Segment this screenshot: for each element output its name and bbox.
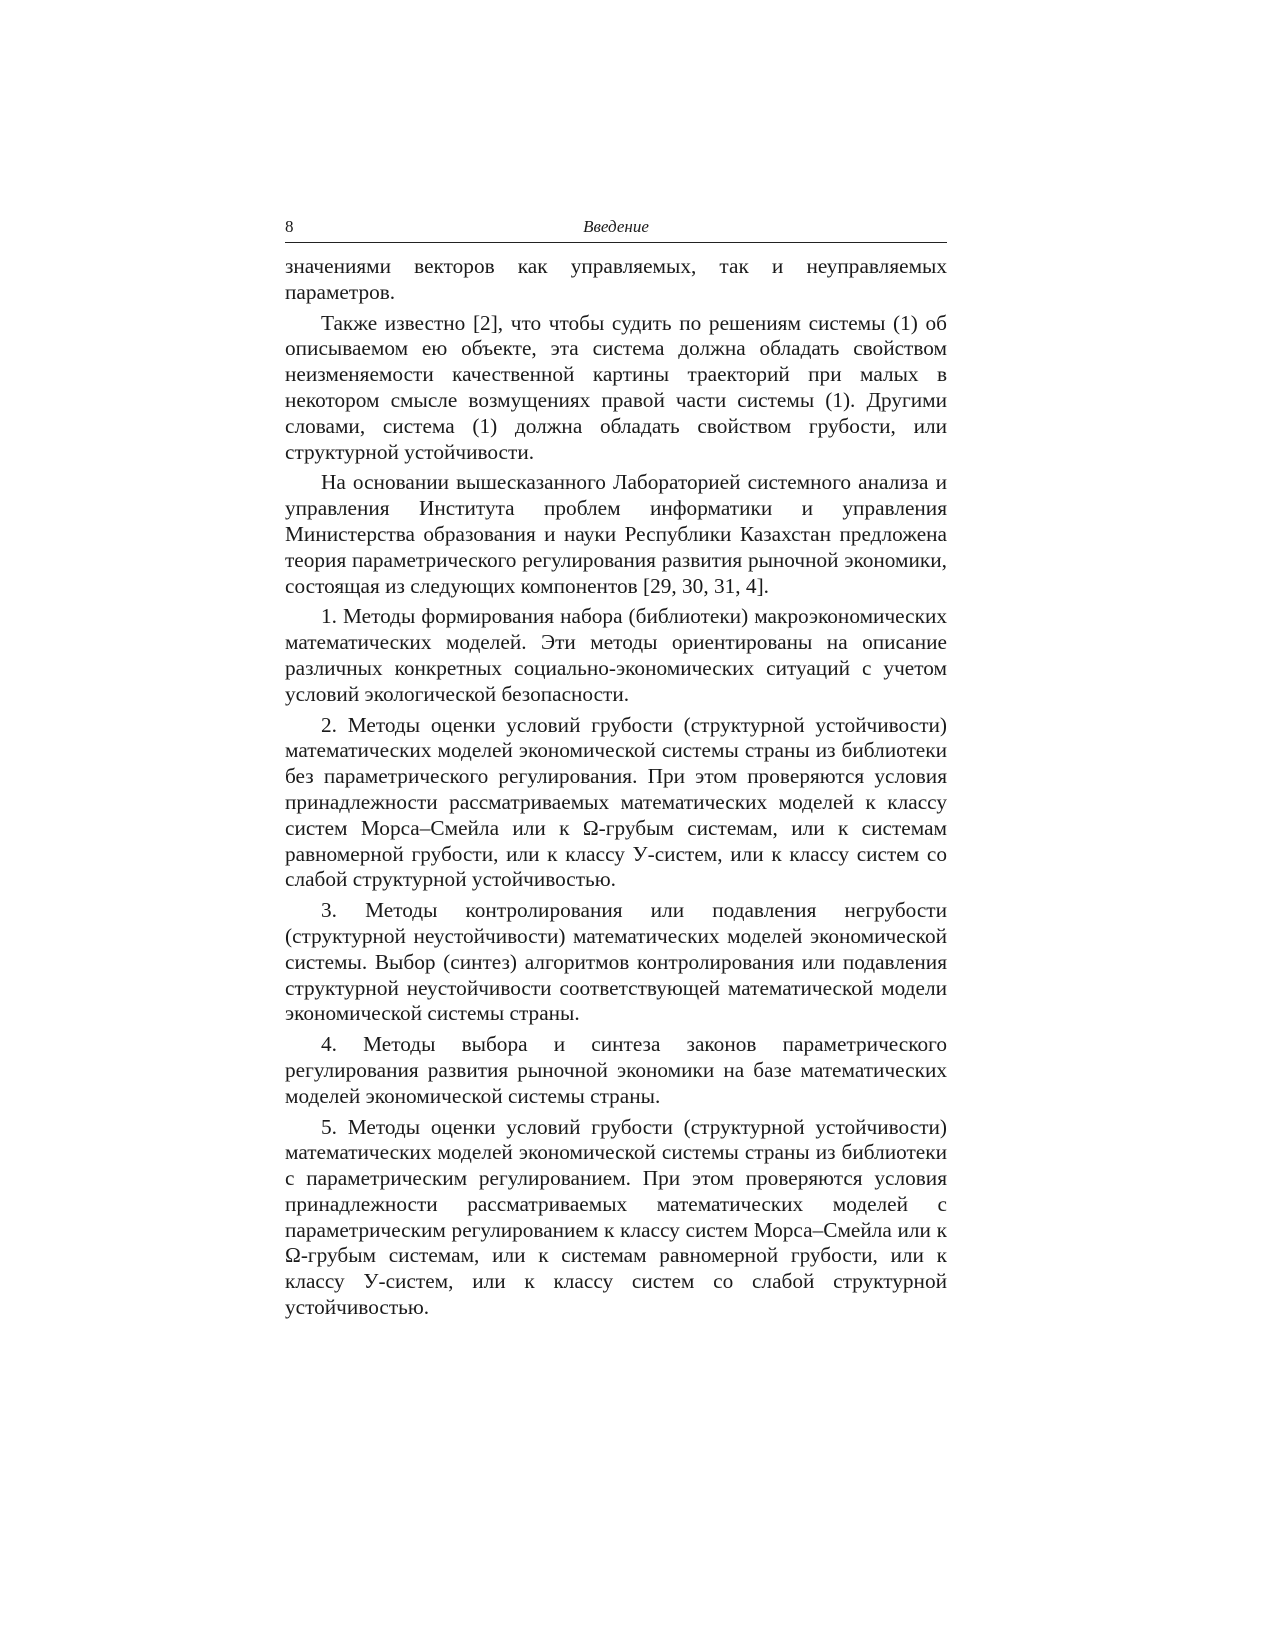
body-text <box>285 254 947 1321</box>
list-item-2: 2. Методы оценки условий грубости (структурной устойчивости) математических моделей экономической системы страны из библиотеки без параметрического регулирования. При этом проверяются условия принадлежности рассматриваемых математических моделей к классу систем Морса–Смейла или к Ω-грубым системам, или к системам равномерной грубости, или к классу У-систем, или к классу систем со слабой структурной устойчивостью. <box>285 712 947 892</box>
paragraph-continuation: значениями векторов как управляемых, так и неуправляемых параметров. <box>285 254 947 304</box>
list-item-3: 3. Методы контролирования или подавления негрубости (структурной неустойчивости) математических моделей экономической системы. Выбор (синтез) алгоритмов контролирования или подавления структурной неустойчивости соответствующей математической модели экономической системы страны. <box>285 898 947 1026</box>
list-item-4: 4. Методы выбора и синтеза законов параметрического регулирования развития рыночной экономики на базе математических моделей экономической системы страны. <box>285 1032 947 1108</box>
running-title: Введение <box>583 217 649 236</box>
paragraph-theory-components: На основании вышесказанного Лабораторией системного анализа и управления Института проблем информатики и управления Министерства образования и науки Республики Казахстан предложена теория параметрического регулирования развития рыночной экономики, состоящая из следующих компонентов [29, 30, 31, 4]. <box>285 470 947 598</box>
paragraph-roughness-property: Также известно [2], что чтобы судить по решениям системы (1) об описываемом ею объекте, эта система должна обладать свойством неизменяемости качественной картины траекторий при малых в некотором смысле возмущениях правой части системы (1). Другими словами, система (1) должна обладать свойством грубости, или структурной устойчивости. <box>285 310 947 464</box>
list-item-1: 1. Методы формирования набора (библиотеки) макроэкономических математических моделей. Эти методы ориентированы на описание различных конкретных социально-экономических ситуаций с учетом условий экологической безопасности. <box>285 604 947 706</box>
list-item-5: 5. Методы оценки условий грубости (структурной устойчивости) математических моделей экономической системы страны из библиотеки с параметрическим регулированием. При этом проверяются условия принадлежности рассматриваемых математических моделей с параметрическим регулированием к классу систем Морса–Смейла или к Ω-грубым системам, или к системам равномерной грубости, или к классу У-систем, или к классу систем со слабой структурной устойчивостью. <box>285 1114 947 1320</box>
book-page <box>285 216 947 1326</box>
page-number: 8 <box>285 217 294 236</box>
running-head <box>285 216 947 243</box>
